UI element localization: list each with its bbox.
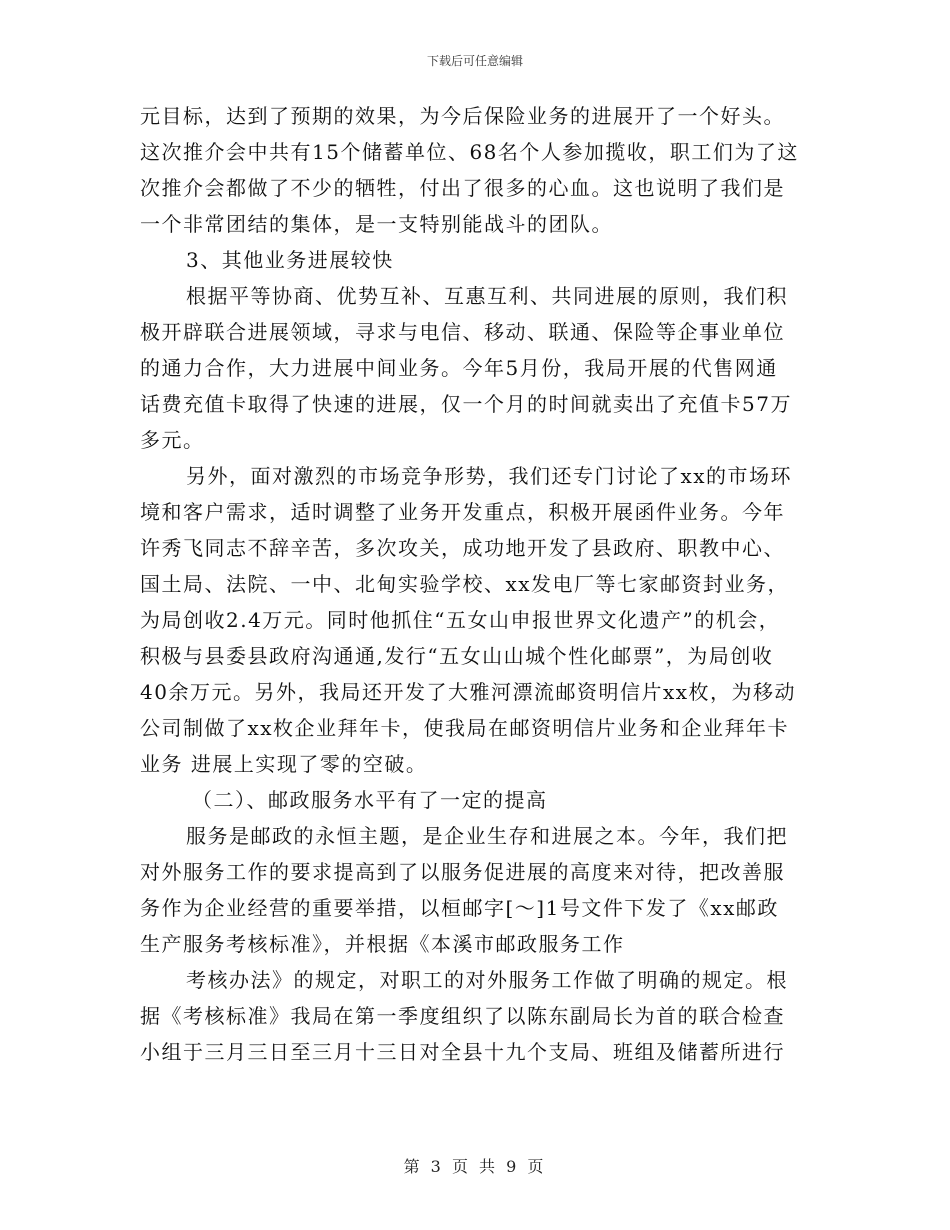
- text-line: 生产服务考核标准》，并根据《本溪市邮政服务工作: [140, 932, 625, 956]
- section-heading: （二）、邮政服务水平有了一定的提高: [192, 788, 548, 812]
- document-body: [140, 98, 808, 1070]
- text-line: 小组于三月三日至三月十三日对全县十九个支局、班组及储蓄所进行: [140, 1040, 785, 1064]
- text-line: 另外，面对激烈的市场竞争形势，我们还专门讨论了xx的市场环: [186, 464, 793, 488]
- text-line: 考核办法》的规定，对职工的对外服务工作做了明确的规定。根: [186, 968, 788, 992]
- text-line: 话费充值卡取得了快速的进展，仅一个月的时间就卖出了充值卡57万: [140, 392, 792, 416]
- section-heading: 3、其他业务进展较快: [186, 248, 394, 272]
- text-line: 的通力合作，大力进展中间业务。今年5月份，我局开展的代售网通: [140, 356, 778, 380]
- text-line: 境和客户需求，适时调整了业务开发重点，积极开展函件业务。今年: [140, 500, 785, 524]
- text-line: 极开辟联合进展领域，寻求与电信、移动、联通、保险等企事业单位: [140, 320, 785, 344]
- text-line: 根据平等协商、优势互补、互惠互利、共同进展的原则，我们积: [186, 284, 788, 308]
- text-line: 对外服务工作的要求提高到了以服务促进展的高度来对待，把改善服: [140, 860, 785, 884]
- text-line: 服务是邮政的永恒主题，是企业生存和进展之本。今年，我们把: [186, 824, 788, 848]
- text-line: 国土局、法院、一中、北甸实验学校、xx发电厂等七家邮资封业务，: [140, 572, 790, 596]
- text-line: 务作为企业经营的重要举措，以桓邮字[～]1号文件下发了《xx邮政: [140, 896, 779, 920]
- text-line: 40余万元。另外，我局还开发了大雅河漂流邮资明信片xx枚，为移动: [140, 680, 797, 704]
- text-line: 为局创收2.4万元。同时他抓住“五女山申报世界文化遗产”的机会，: [140, 608, 781, 632]
- text-line: 次推介会都做了不少的牺牲，付出了很多的心血。这也说明了我们是: [140, 176, 785, 200]
- text-line: 业务 进展上实现了零的空破。: [140, 752, 428, 776]
- text-line: 公司制做了xx枚企业拜年卡，使我局在邮资明信片业务和企业拜年卡: [140, 716, 790, 740]
- text-line: 这次推介会中共有15个储蓄单位、68名个人参加揽收，职工们为了这: [140, 140, 799, 164]
- text-line: 元目标，达到了预期的效果，为今后保险业务的进展开了一个好头。: [140, 104, 785, 128]
- text-line: 许秀飞同志不辞辛苦，多次攻关，成功地开发了县政府、职教中心、: [140, 536, 785, 560]
- text-line: 积极与县委县政府沟通通,发行“五女山山城个性化邮票”，为局创收: [140, 644, 774, 668]
- text-line: 据《考核标准》我局在第一季度组织了以陈东副局长为首的联合检查: [140, 1004, 785, 1028]
- text-line: 多元。: [140, 428, 205, 452]
- text-line: 一个非常团结的集体，是一支特别能战斗的团队。: [140, 212, 613, 236]
- page-footer: 第 3 页 共 9 页: [403, 1157, 547, 1176]
- page-header: 下载后可任意编辑: [426, 54, 523, 68]
